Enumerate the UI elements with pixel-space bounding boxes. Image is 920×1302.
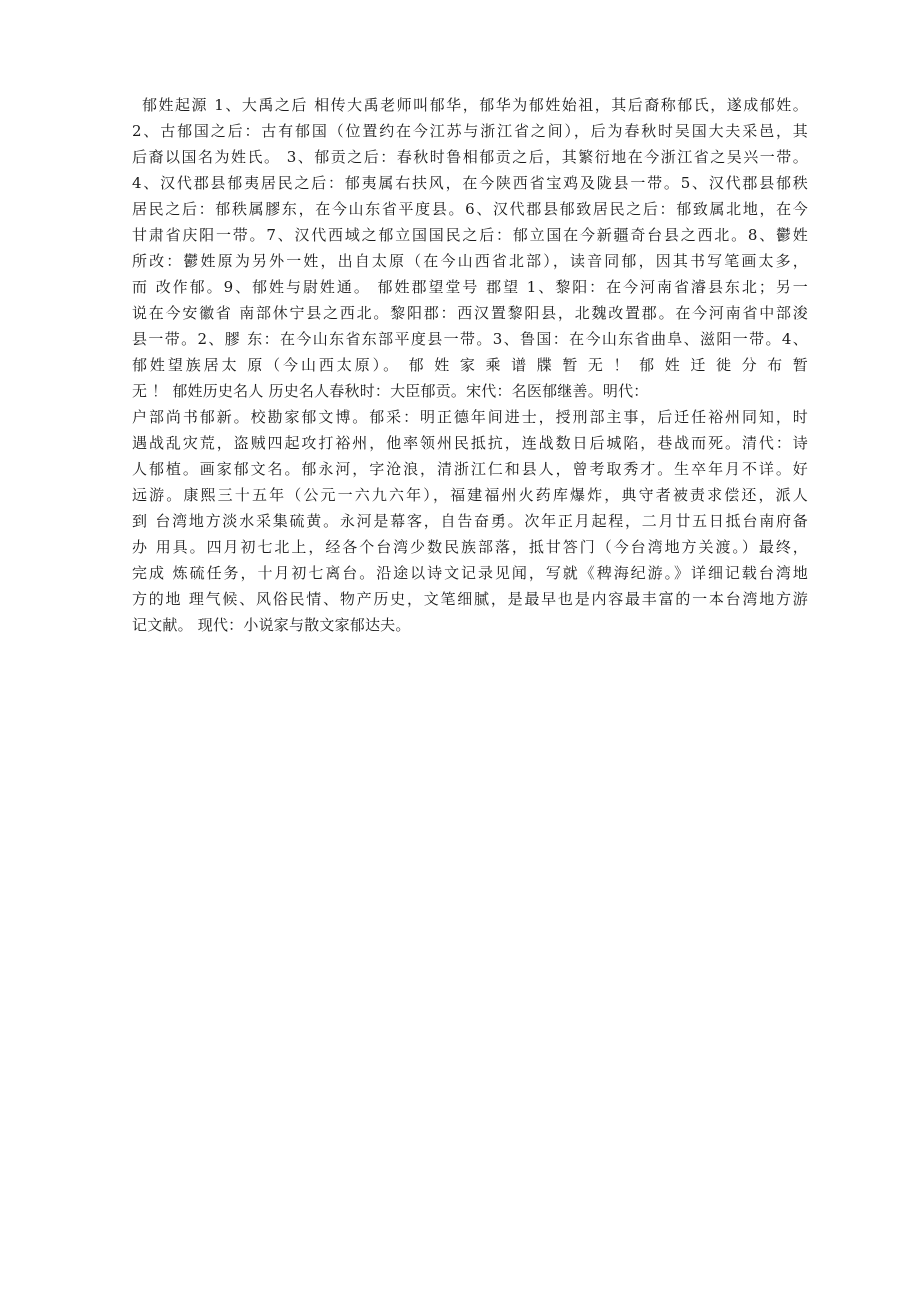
text-line-9: 说在今安徽省 南部休宁县之西北。黎阳郡：西汉置黎阳县，北魏改置郡。在今河南省中部浚	[132, 304, 808, 322]
text-line-2: 2、古郁国之后：古有郁国（位置约在今江苏与浙江省之间），后为春秋时吴国大夫采邑，其	[132, 122, 808, 140]
text-line-18: 办 用具。四月初七北上，经各个台湾少数民族部落，抵甘答门（今台湾地方关渡。）最终，	[132, 538, 808, 556]
text-line-4: 4、汉代郡县郁夷居民之后：郁夷属右扶风，在今陕西省宝鸡及陇县一带。5、汉代郡县郁秩	[132, 174, 808, 192]
text-line-12: 无 ！ 郁姓历史名人 历史名人春秋时：大臣郁贡。宋代：名医郁继善。明代：	[132, 382, 649, 400]
text-line-17: 到 台湾地方淡水采集硫黄。永河是幕客，自告奋勇。次年正月起程，二月廿五日抵台南府备	[132, 512, 808, 530]
text-line-14: 遇战乱灾荒，盗贼四起攻打裕州，他率领州民抵抗，连战数日后城陷，巷战而死。清代：诗	[132, 434, 808, 452]
text-line-16: 远游。康熙三十五年（公元一六九六年），福建福州火药库爆炸，典守者被责求偿还，派人	[132, 486, 808, 504]
text-line-1: 郁姓起源 1、大禹之后 相传大禹老师叫郁华，郁华为郁姓始祖，其后裔称郁氏，遂成郁姓。	[142, 96, 808, 114]
text-line-5: 居民之后：郁秩属膠东，在今山东省平度县。6、汉代郡县郁致居民之后：郁致属北地，在今	[132, 200, 808, 218]
text-line-7: 所改：鬱姓原为另外一姓，出自太原（在今山西省北部），读音同郁，因其书写笔画太多，	[132, 252, 808, 270]
document-body	[132, 92, 808, 638]
text-line-15: 人郁植。画家郁文名。郁永河，字沧浪，清浙江仁和县人，曾考取秀才。生卒年月不详。好	[132, 460, 808, 478]
text-line-21: 记文献。 现代：小说家与散文家郁达夫。	[132, 616, 411, 634]
text-line-20: 方的地 理气候、风俗民情、物产历史，文笔细腻，是最早也是内容最丰富的一本台湾地方游	[132, 590, 808, 608]
text-line-10: 县一带。2、膠 东：在今山东省东部平度县一带。3、鲁国：在今山东省曲阜、滋阳一带。4、	[132, 330, 808, 348]
text-line-13: 户部尚书郁新。校勘家郁文博。郁采：明正德年间进士，授刑部主事，后迁任裕州同知，时	[132, 408, 808, 426]
text-line-19: 完成 炼硫任务，十月初七离台。沿途以诗文记录见闻，写就《稗海纪游。》详细记载台湾地	[132, 564, 808, 582]
text-line-8: 而 改作郁。9、郁姓与尉姓通。 郁姓郡望堂号 郡望 1、黎阳：在今河南省濬县东北；另一	[132, 278, 808, 296]
text-line-3: 后裔以国名为姓氏。 3、郁贡之后：春秋时鲁相郁贡之后，其繁衍地在今浙江省之吴兴一带。	[132, 148, 808, 166]
text-line-6: 甘肃省庆阳一带。7、汉代西域之郁立国国民之后：郁立国在今新疆奇台县之西北。8、鬱姓	[132, 226, 808, 244]
text-line-11: 郁姓望族居太 原（今山西太原）。 郁 姓 家 乘 谱 牒 暂 无 ！ 郁 姓 迁 徙 分 布 暂	[132, 356, 808, 374]
